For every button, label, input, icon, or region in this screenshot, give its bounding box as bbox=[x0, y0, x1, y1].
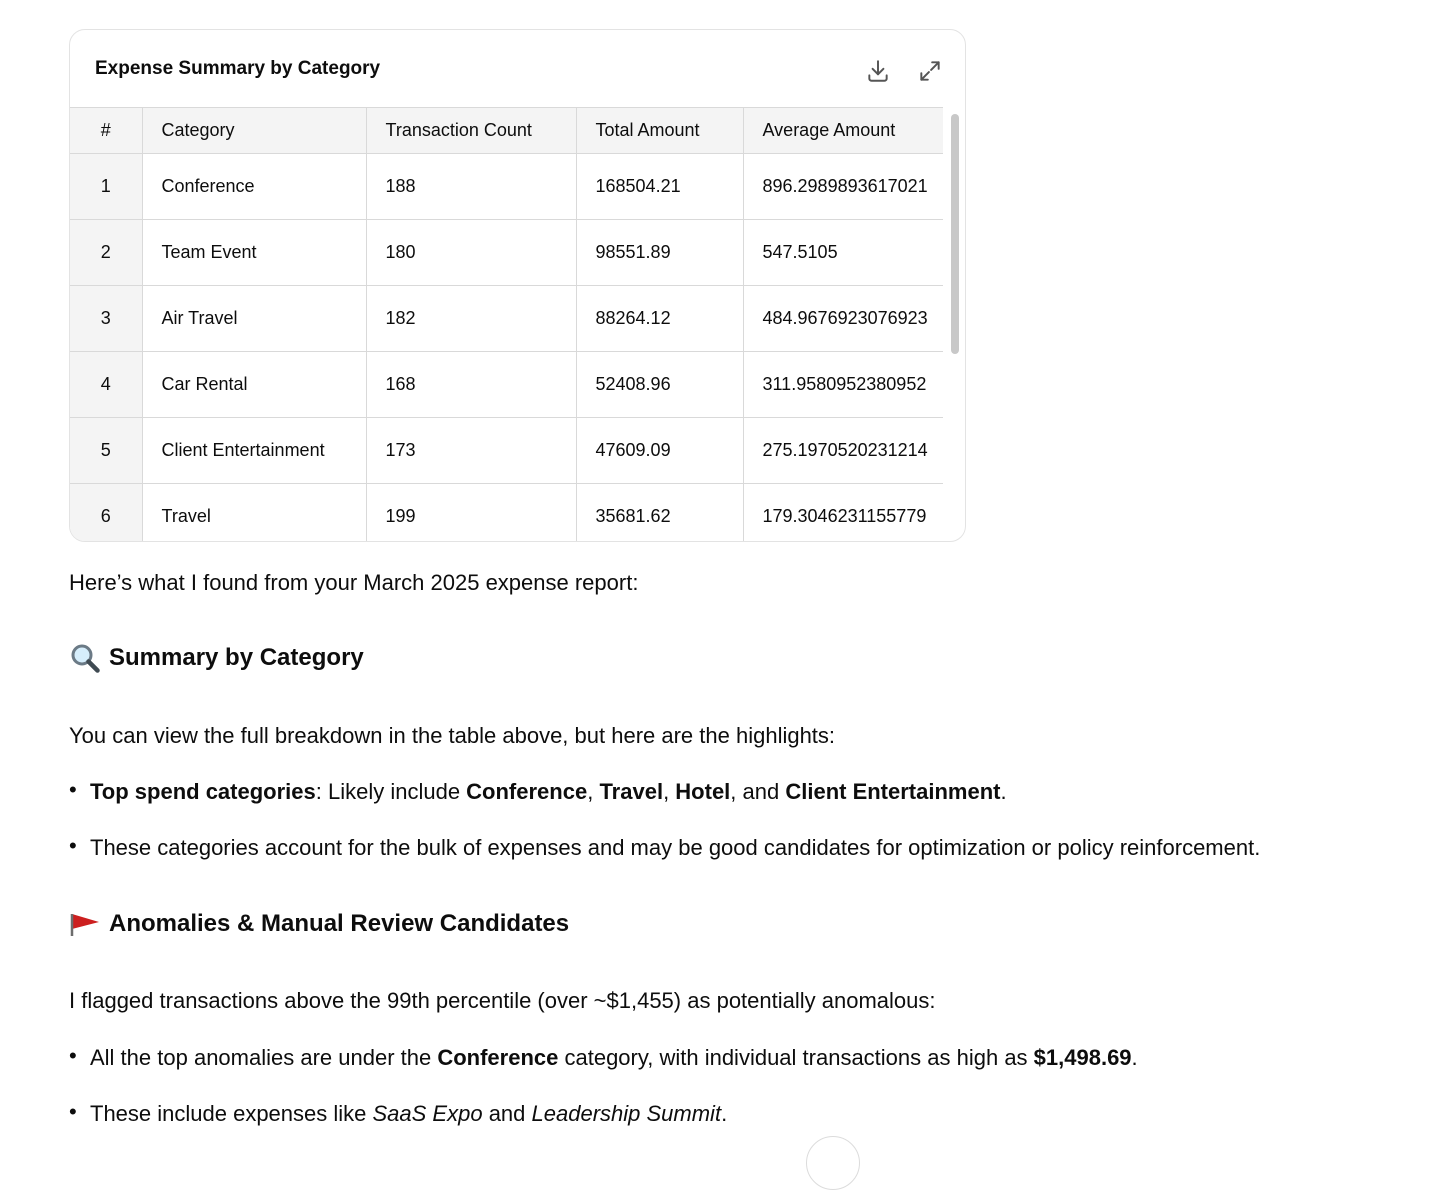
transaction-count-cell: 188 bbox=[366, 154, 576, 220]
total-amount-cell: 52408.96 bbox=[576, 352, 743, 418]
section-heading-anomalies-text: Anomalies & Manual Review Candidates bbox=[109, 910, 570, 937]
category-cell: Conference bbox=[142, 154, 366, 220]
expand-button[interactable] bbox=[913, 54, 947, 88]
table-card bbox=[69, 29, 966, 542]
table-card-header bbox=[70, 30, 965, 107]
column-header-total-amount[interactable]: Total Amount bbox=[576, 108, 743, 154]
summary-paragraph: You can view the full breakdown in the table above, but here are the highlights: bbox=[69, 723, 836, 748]
table-row bbox=[70, 484, 943, 543]
list-item-text: Top spend categories: Likely include Conference, Travel, Hotel, and Client Entertainment. bbox=[90, 779, 1007, 804]
column-header-index[interactable]: # bbox=[70, 108, 142, 154]
download-icon bbox=[865, 58, 891, 84]
row-index-cell: 3 bbox=[70, 286, 142, 352]
row-index-cell: 2 bbox=[70, 220, 142, 286]
list-item-text: These include expenses like SaaS Expo and Leadership Summit. bbox=[90, 1101, 728, 1126]
row-index-cell: 5 bbox=[70, 418, 142, 484]
transaction-count-cell: 199 bbox=[366, 484, 576, 543]
total-amount-cell: 88264.12 bbox=[576, 286, 743, 352]
category-cell: Team Event bbox=[142, 220, 366, 286]
average-amount-cell: 179.3046231155779 bbox=[743, 484, 943, 543]
section-heading-summary-text: Summary by Category bbox=[109, 644, 364, 671]
table-scrollbar[interactable] bbox=[948, 114, 961, 538]
scroll-to-bottom-button[interactable] bbox=[806, 1136, 860, 1190]
average-amount-cell: 484.9676923076923 bbox=[743, 286, 943, 352]
column-header-category[interactable]: Category bbox=[142, 108, 366, 154]
average-amount-cell: 311.9580952380952 bbox=[743, 352, 943, 418]
bullet: • bbox=[69, 1043, 77, 1068]
total-amount-cell: 47609.09 bbox=[576, 418, 743, 484]
section-heading-anomalies bbox=[69, 908, 569, 940]
table-row bbox=[70, 154, 943, 220]
total-amount-cell: 168504.21 bbox=[576, 154, 743, 220]
total-amount-cell: 98551.89 bbox=[576, 220, 743, 286]
average-amount-cell: 896.2989893617021 bbox=[743, 154, 943, 220]
table-row bbox=[70, 418, 943, 484]
row-index-cell: 6 bbox=[70, 484, 142, 543]
bullet: • bbox=[69, 777, 77, 802]
bullet: • bbox=[69, 833, 77, 858]
red-flag-icon bbox=[69, 908, 101, 940]
transaction-count-cell: 173 bbox=[366, 418, 576, 484]
average-amount-cell: 547.5105 bbox=[743, 220, 943, 286]
expand-icon bbox=[917, 58, 943, 84]
total-amount-cell: 35681.62 bbox=[576, 484, 743, 543]
table-row bbox=[70, 352, 943, 418]
row-index-cell: 1 bbox=[70, 154, 142, 220]
table-header-row bbox=[70, 108, 943, 154]
transaction-count-cell: 182 bbox=[366, 286, 576, 352]
column-header-average-amount[interactable]: Average Amount bbox=[743, 108, 943, 154]
expense-table bbox=[70, 107, 943, 542]
category-cell: Car Rental bbox=[142, 352, 366, 418]
category-cell: Travel bbox=[142, 484, 366, 543]
section-heading-summary bbox=[69, 642, 364, 674]
list-item-text: All the top anomalies are under the Conference category, with individual transactions as high as $1,498.69. bbox=[90, 1045, 1138, 1070]
column-header-transaction-count[interactable]: Transaction Count bbox=[366, 108, 576, 154]
table-scroll-area[interactable] bbox=[70, 107, 943, 542]
transaction-count-cell: 180 bbox=[366, 220, 576, 286]
category-cell: Client Entertainment bbox=[142, 418, 366, 484]
list-item-text: These categories account for the bulk of expenses and may be good candidates for optimization or policy reinforcement. bbox=[90, 835, 1261, 860]
table-title: Expense Summary by Category bbox=[95, 58, 381, 79]
download-button[interactable] bbox=[861, 54, 895, 88]
table-row bbox=[70, 220, 943, 286]
row-index-cell: 4 bbox=[70, 352, 142, 418]
transaction-count-cell: 168 bbox=[366, 352, 576, 418]
intro-text: Here’s what I found from your March 2025 expense report: bbox=[69, 570, 639, 595]
bullet: • bbox=[69, 1099, 77, 1124]
average-amount-cell: 275.1970520231214 bbox=[743, 418, 943, 484]
magnifier-icon bbox=[69, 642, 101, 674]
anomalies-paragraph: I flagged transactions above the 99th percentile (over ~$1,455) as potentially anomalous: bbox=[69, 988, 936, 1013]
category-cell: Air Travel bbox=[142, 286, 366, 352]
table-row bbox=[70, 286, 943, 352]
scrollbar-thumb[interactable] bbox=[951, 114, 959, 354]
